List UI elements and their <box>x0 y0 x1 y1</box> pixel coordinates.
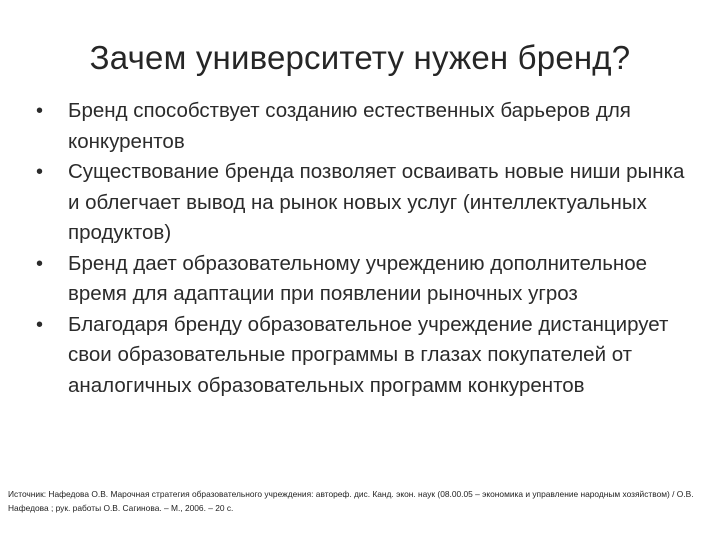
bullet-icon: • <box>36 100 44 122</box>
source-citation: Источник: Нафедова О.В. Марочная стратегия образовательного учреждения: автореф. дис. Канд. экон. наук (08.00.05 – экономика и управление народным хозяйством) / О.В. Нафедова ; рук. работы О.В. Сагинова. – М., 2006. – 20 с. <box>8 489 694 513</box>
slide-title: Зачем университету нужен бренд? <box>89 39 631 76</box>
bullet-item <box>34 157 696 249</box>
bullet-text: Благодаря бренду образовательное учреждение дистанцирует свои образовательные программы в глазах покупателей от аналогичных образовательных программ конкурентов <box>68 312 669 397</box>
bullet-item <box>34 96 696 157</box>
bullet-icon: • <box>36 252 44 275</box>
bullet-list <box>34 96 696 401</box>
bullet-icon: • <box>36 161 44 183</box>
bullet-text: Существование бренда позволяет осваивать новые ниши рынка и облегчает вывод на рынок новых услуг (интеллектуальных продуктов) <box>68 160 685 244</box>
bullet-text: Бренд дает образовательному учреждению дополнительное время для адаптации при появлении рыночных угроз <box>68 251 648 305</box>
bullet-icon: • <box>36 313 44 336</box>
bullet-item <box>34 249 696 310</box>
bullet-item <box>34 310 696 402</box>
bullet-text: Бренд способствует созданию естественных барьеров для конкурентов <box>68 99 631 153</box>
